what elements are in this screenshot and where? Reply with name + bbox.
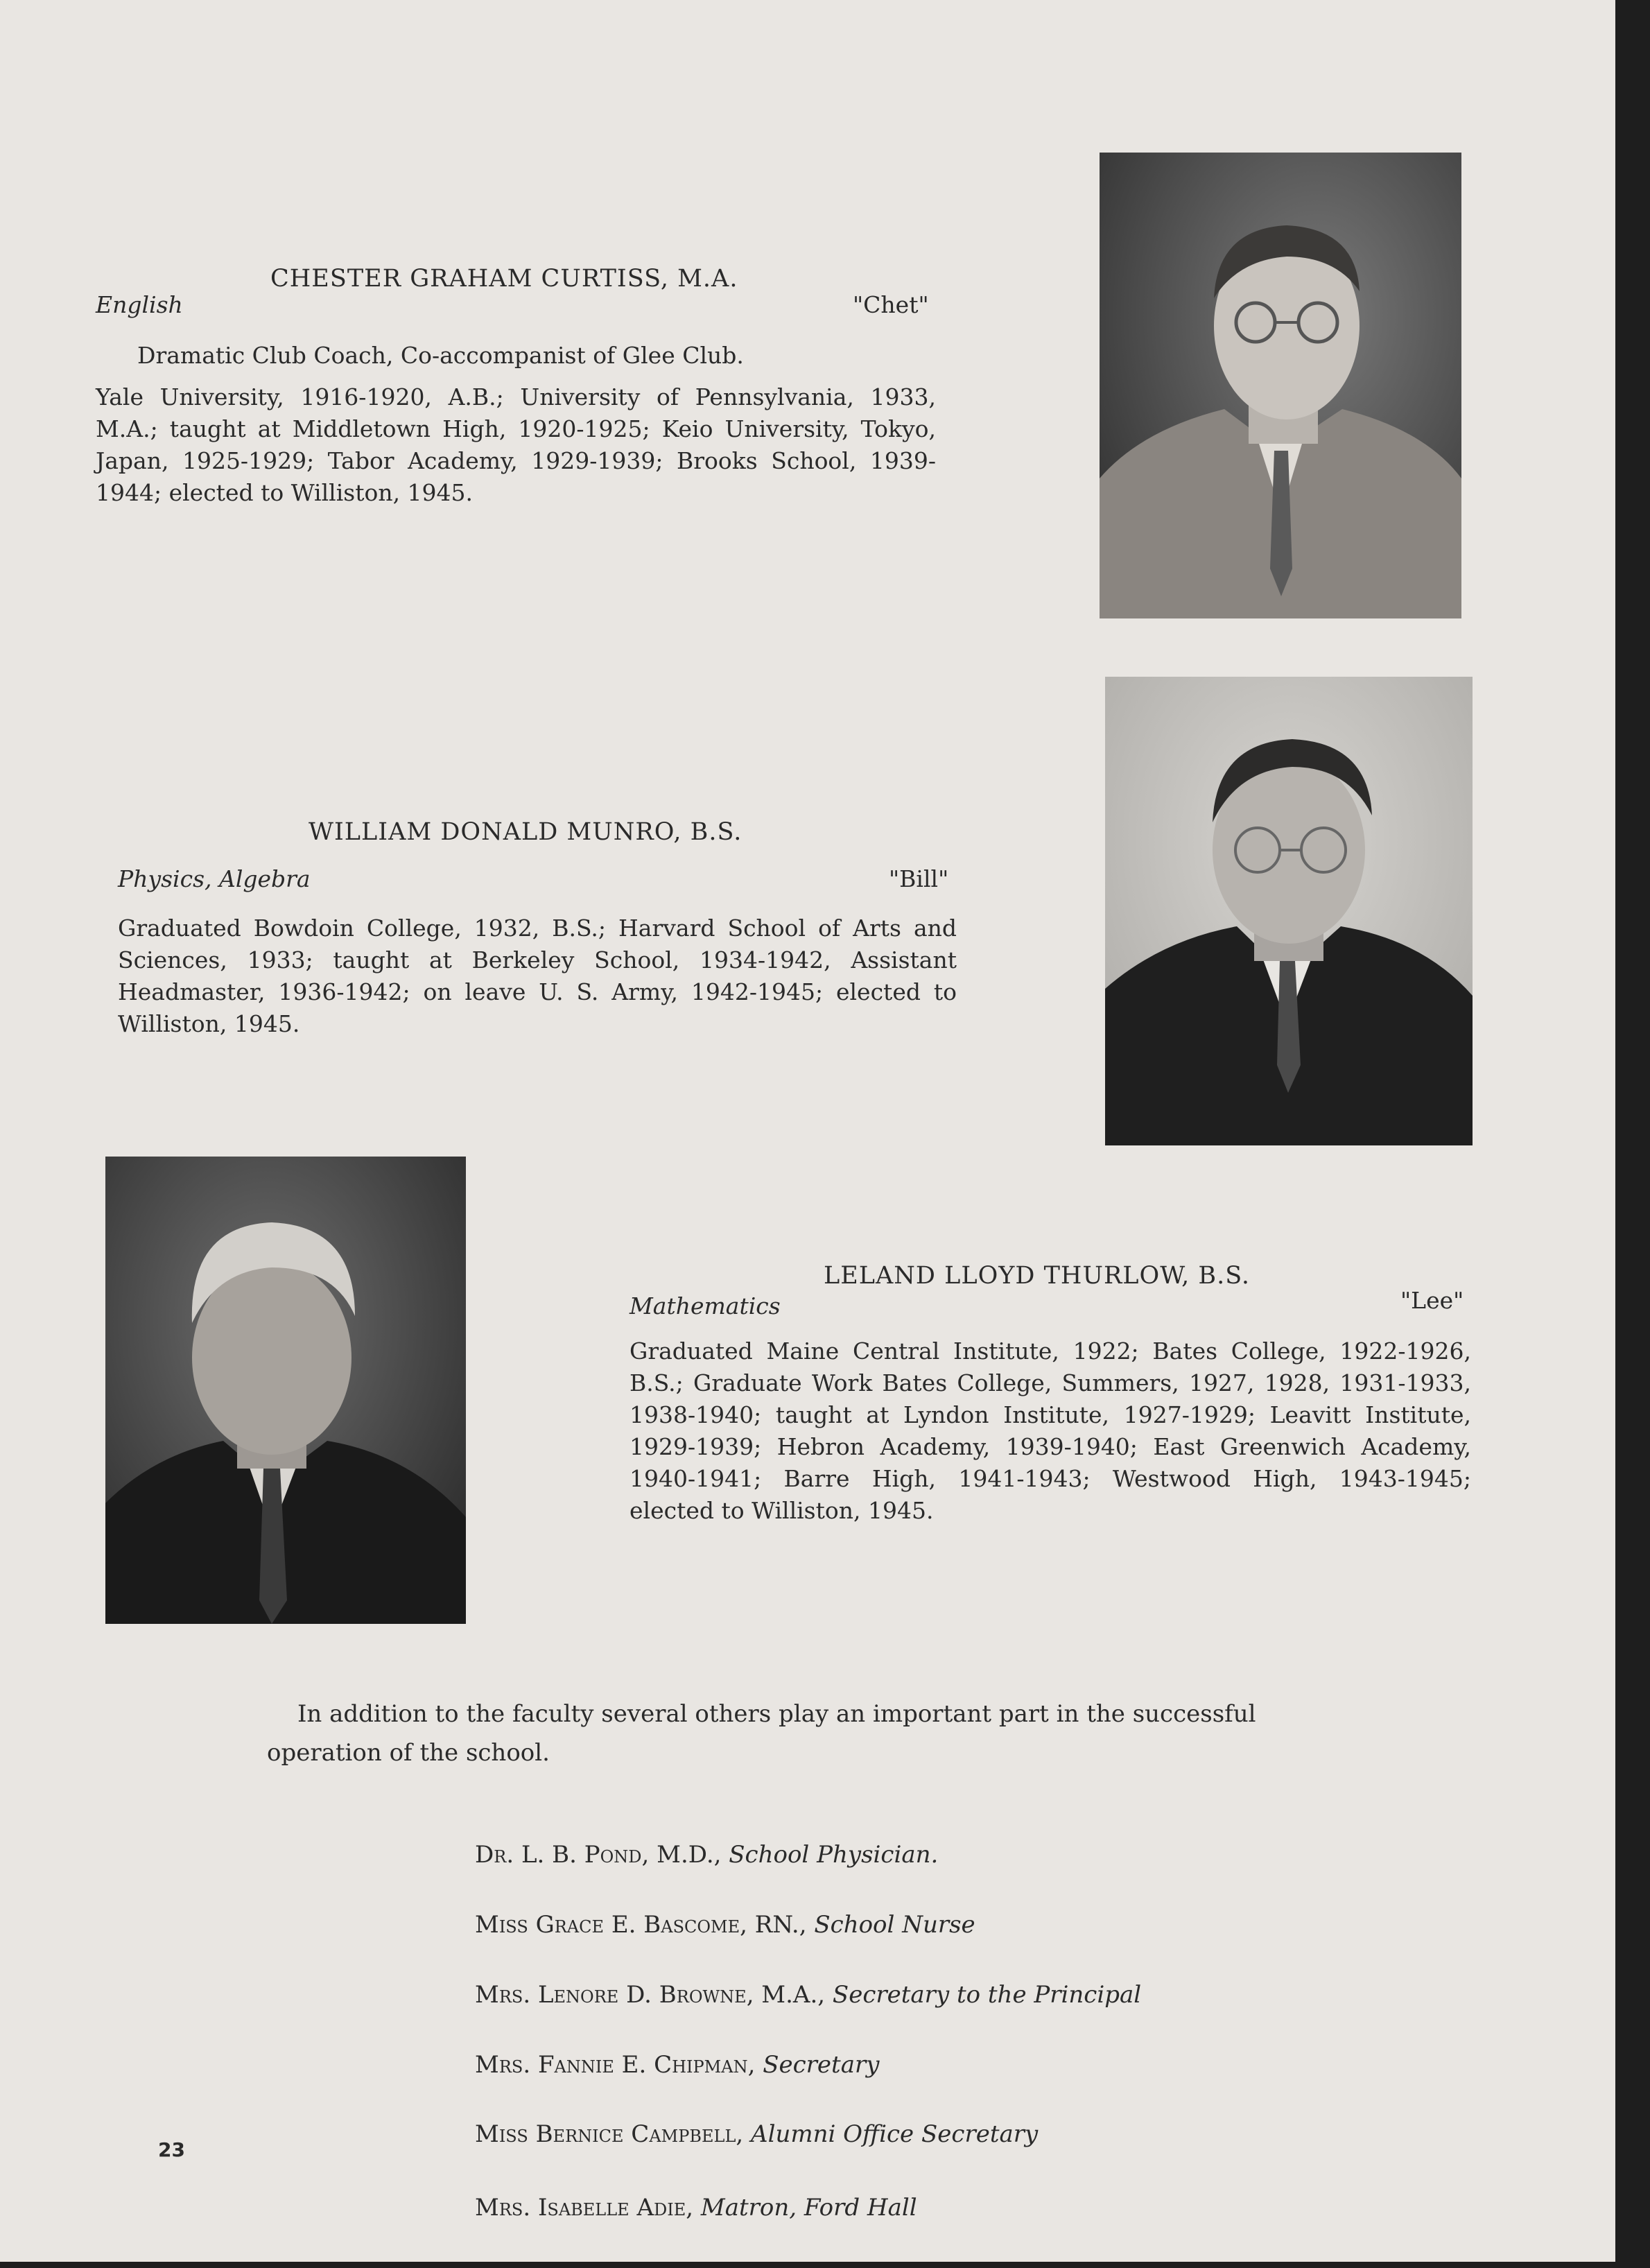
staff-entry: [475, 1841, 938, 1869]
staff-entry: [475, 2051, 879, 2079]
faculty-bio-curtiss: Yale University, 1916-1920, A.B.; University of Pennsylvania, 1933, M.A.; taught at Middletown High, 1920-1925; Keio University, Tokyo, Japan, 1925-1929; Tabor Academy, 1929-1939; Brooks School, 1939-1944; elected to Williston, 1945.: [96, 383, 936, 506]
faculty-subject-curtiss: English: [96, 291, 183, 318]
faculty-bio-thurlow: Graduated Maine Central Institute, 1922; Bates College, 1922-1926, B.S.; Graduate Work Bates College, Summers, 1927, 1928, 1931-1933, 1938-1940; taught at Lyndon Institute, 1927-1929; Leavitt Institute, 1929-1939; Hebron Academy, 1939-1940; East Greenwich Academy, 1940-1941; Barre High, 1941-1943; Westwood High, 1943-1945; elected to Williston, 1945.: [629, 1338, 1471, 1524]
faculty-name-thurlow: LELAND LLOYD THURLOW, B.S.: [824, 1262, 1251, 1290]
staff-name: Mrs. Isabelle Adie,: [475, 2194, 694, 2222]
faculty-activities-curtiss: Dramatic Club Coach, Co-accompanist of Glee Club.: [137, 342, 744, 369]
staff-entry: [475, 2194, 917, 2222]
faculty-subject-munro: Physics, Algebra: [118, 865, 311, 892]
faculty-bio-munro: Graduated Bowdoin College, 1932, B.S.; Harvard School of Arts and Sciences, 1933; taught at Berkeley School, 1934-1942, Assistant Headmaster, 1936-1942; on leave U. S. Army, 1942-1945; elected to Williston, 1945.: [118, 915, 957, 1037]
page-number: 23: [158, 2138, 185, 2161]
portrait-photo-curtiss: [1100, 153, 1461, 618]
staff-name: Miss Bernice Campbell,: [475, 2120, 744, 2148]
staff-name: Dr. L. B. Pond, M.D.,: [475, 1841, 722, 1869]
staff-role: Alumni Office Secretary: [751, 2120, 1039, 2148]
faculty-name-curtiss: CHESTER GRAHAM CURTISS, M.A.: [270, 265, 738, 293]
faculty-subject-thurlow: Mathematics: [629, 1292, 781, 1319]
staff-entry: [475, 2120, 1038, 2148]
staff-name: Miss Grace E. Bascome, RN.,: [475, 1911, 807, 1939]
portrait-photo-thurlow: [105, 1157, 466, 1624]
staff-role: School Physician.: [729, 1841, 939, 1869]
staff-entry: [475, 1911, 975, 1939]
staff-role: Secretary to the Principal: [832, 1981, 1142, 2009]
staff-name: Mrs. Fannie E. Chipman,: [475, 2051, 756, 2079]
faculty-nickname-curtiss: "Chet": [853, 291, 929, 318]
staff-entry: [475, 1981, 1141, 2009]
staff-role: Matron, Ford Hall: [700, 2194, 917, 2222]
faculty-nickname-munro: "Bill": [889, 865, 949, 892]
staff-role: Secretary: [763, 2051, 880, 2079]
portrait-photo-munro: [1105, 677, 1473, 1145]
staff-role: School Nurse: [814, 1911, 975, 1939]
staff-intro-paragraph: In addition to the faculty several others play an important part in the successful operation of the school.: [267, 1700, 1256, 1767]
faculty-name-munro: WILLIAM DONALD MUNRO, B.S.: [309, 818, 742, 846]
faculty-nickname-thurlow: "Lee": [1400, 1287, 1464, 1314]
staff-name: Mrs. Lenore D. Browne, M.A.,: [475, 1981, 826, 2009]
